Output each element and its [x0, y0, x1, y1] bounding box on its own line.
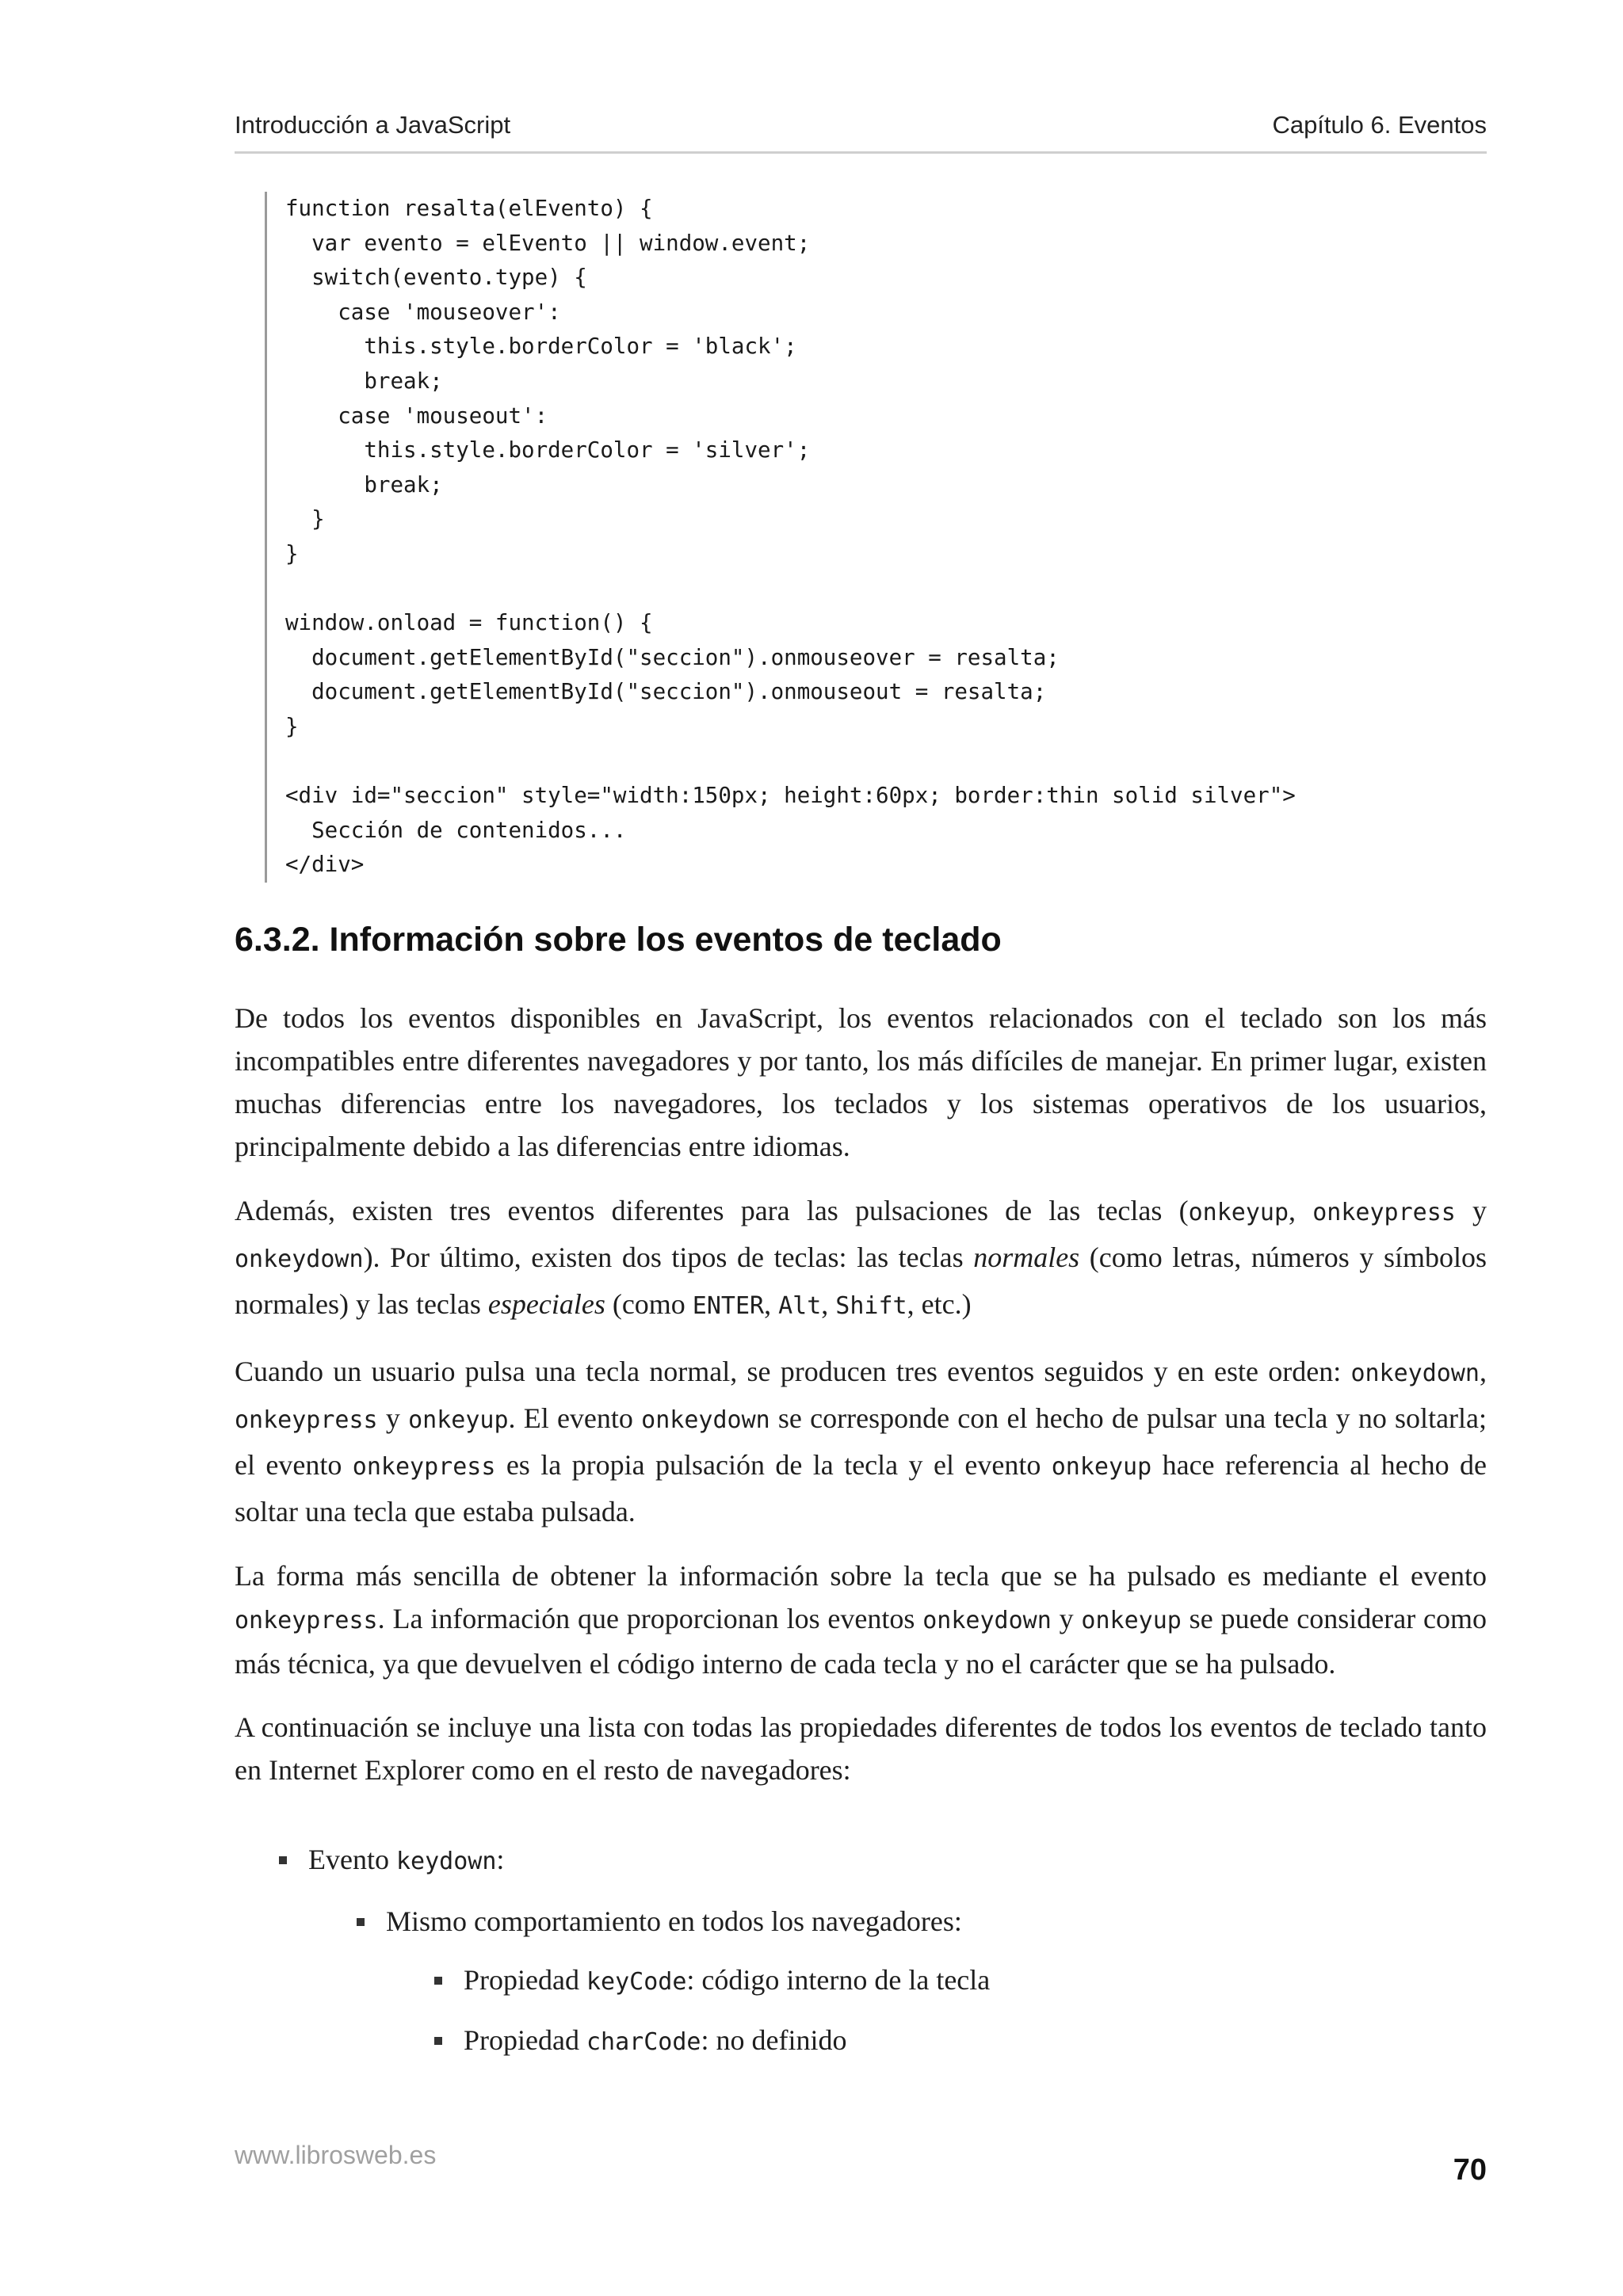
code-line: Sección de contenidos...	[285, 817, 627, 843]
inline-code: Shift	[835, 1292, 907, 1320]
emphasis: normales	[973, 1241, 1080, 1273]
inline-code: onkeydown	[641, 1406, 770, 1434]
code-line: break;	[285, 368, 443, 394]
inline-code: onkeypress	[1312, 1199, 1456, 1226]
code-line	[285, 572, 1442, 607]
paragraph-event-order: Cuando un usuario pulsa una tecla normal, se producen tres eventos seguidos y en este orden: onkeydown, onkeypress y onkeyup. El evento onkeydown se corresponde con el hecho de pulsar una tecla y no soltarla; el evento onkeypress es la propia pulsación de la tecla y el evento onkeyup hace referencia al hecho de soltar una tecla que estaba pulsada.	[235, 1356, 1487, 1527]
code-line: <div id="seccion" style="width:150px; height:60px; border:thin solid silver">	[285, 783, 1296, 809]
inline-code: onkeydown	[1350, 1360, 1480, 1387]
list-item: Mismo comportamiento en todos los navegadores:	[357, 1905, 962, 1938]
paragraph-keypress-info: La forma más sencilla de obtener la información sobre la tecla que se ha pulsado es mediante el evento onkeypress. La información que proporcionan los eventos onkeydown y onkeyup se puede considerar como más técnica, ya que devuelven el código interno de cada tecla y no el carácter que se ha pulsado.	[235, 1560, 1487, 1680]
header-divider	[235, 151, 1487, 154]
paragraph-event-types: Además, existen tres eventos diferentes para las pulsaciones de las teclas (onkeyup, onkeypress y onkeydown). Por último, existen dos tipos de teclas: las teclas normales (como letras, números y símbolos normales) y las teclas especiales (como ENTER, Alt, Shift, etc.)	[235, 1195, 1487, 1320]
inline-code: onkeyup	[1051, 1453, 1152, 1481]
inline-code: ENTER	[692, 1292, 765, 1320]
list-item: Propiedad keyCode: código interno de la tecla	[434, 1963, 990, 1997]
code-line: this.style.borderColor = 'silver';	[285, 437, 811, 463]
inline-code: keydown	[395, 1848, 497, 1875]
code-line: var evento = elEvento || window.event;	[285, 230, 811, 256]
code-line: }	[285, 506, 325, 532]
inline-code: Alt	[778, 1292, 822, 1320]
square-bullet-icon	[357, 1918, 365, 1926]
code-line: document.getElementById("seccion").onmouseover = resalta;	[285, 644, 1060, 670]
paragraph-list-intro: A continuación se incluye una lista con todas las propiedades diferentes de todos los eventos de teclado tanto en Internet Explorer como en el resto de navegadores:	[235, 1711, 1487, 1786]
code-line: }	[285, 540, 299, 566]
list-item: Propiedad charCode: no definido	[434, 2023, 846, 2057]
inline-code: onkeyup	[1188, 1199, 1289, 1226]
square-bullet-icon	[279, 1856, 287, 1864]
code-line: window.onload = function() {	[285, 610, 653, 636]
code-line: break;	[285, 471, 443, 498]
square-bullet-icon	[434, 2037, 442, 2045]
square-bullet-icon	[434, 1977, 442, 1985]
emphasis: especiales	[487, 1288, 605, 1320]
code-line: this.style.borderColor = 'black';	[285, 334, 797, 360]
page-number: 70	[1453, 2153, 1487, 2187]
section-heading: 6.3.2. Información sobre los eventos de teclado	[235, 921, 1002, 959]
code-line: case 'mouseout':	[285, 402, 548, 429]
code-line: </div>	[285, 852, 365, 878]
code-line: case 'mouseover':	[285, 299, 561, 325]
code-line: switch(evento.type) {	[285, 265, 587, 291]
code-line	[285, 745, 1442, 780]
inline-code: onkeyup	[1081, 1607, 1182, 1634]
list-item: Evento keydown:	[279, 1843, 504, 1876]
paragraph-intro: De todos los eventos disponibles en JavaScript, los eventos relacionados con el teclado son los más incompatibles entre diferentes navegadores y por tanto, los más difíciles de manejar. En primer lugar, existen muchas diferencias entre los navegadores, los teclados y los sistemas operativos de los usuarios, principalmente debido a las diferencias entre idiomas.	[235, 1002, 1487, 1162]
inline-code: onkeydown	[235, 1245, 364, 1273]
body-text	[235, 997, 1487, 1812]
inline-code: onkeydown	[922, 1607, 1052, 1634]
inline-code: keyCode	[586, 1968, 687, 1996]
footer-website: www.librosweb.es	[235, 2141, 437, 2169]
code-line: document.getElementById("seccion").onmouseout = resalta;	[285, 679, 1047, 705]
code-line: }	[285, 713, 299, 739]
inline-code: onkeyup	[408, 1406, 509, 1434]
inline-code: onkeypress	[352, 1453, 496, 1481]
code-line: function resalta(elEvento) {	[285, 196, 653, 221]
inline-code: onkeypress	[235, 1607, 378, 1634]
inline-code: charCode	[586, 2028, 701, 2056]
code-block	[265, 192, 1442, 883]
inline-code: onkeypress	[235, 1406, 378, 1434]
running-header-chapter: Capítulo 6. Eventos	[1272, 111, 1487, 139]
running-header-title: Introducción a JavaScript	[235, 111, 511, 139]
